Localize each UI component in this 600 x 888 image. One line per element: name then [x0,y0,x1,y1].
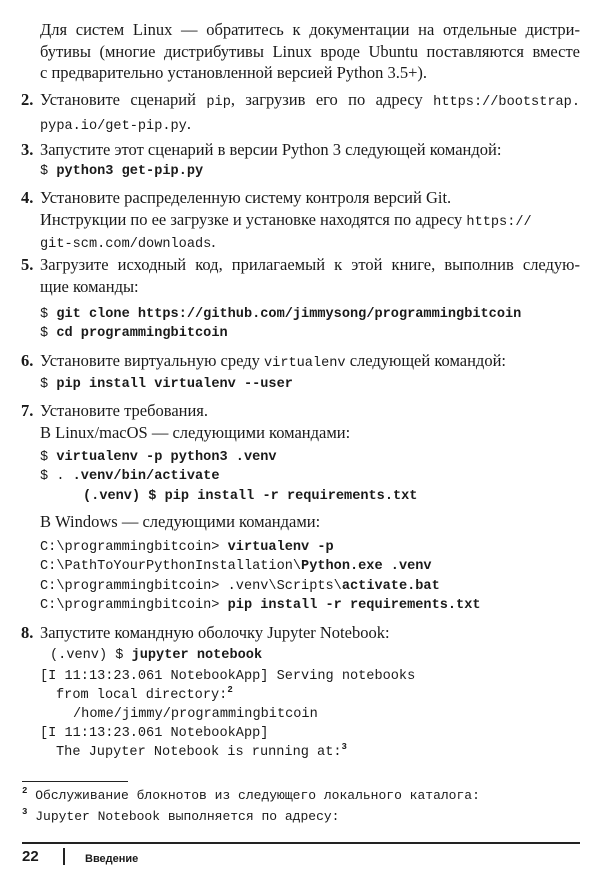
output-line: /home/jimmy/programmingbitcoin [73,707,318,722]
step-text: В Windows — следующими командами: [40,512,321,531]
intro-line: бутивы (многие дистрибутивы Linux вроде Ubuntu поставляются вместе [40,42,580,61]
prompt: C:\programmingbitcoin> [40,598,228,613]
output-line: [I 11:13:23.061 NotebookApp] [40,726,269,741]
prompt: $ [40,307,57,322]
code-line [40,538,334,558]
command: virtualenv -p python3 .venv [56,450,277,465]
footnote-text: Обслуживание блокнотов из следующего локального каталога: [35,788,480,803]
link-git-cont[interactable]: git-scm.com/downloads [40,237,212,252]
text: Инструкции по ее загрузке и установке находятся по адресу [40,210,467,229]
footer-rule [22,842,580,844]
footnote-mark: 2 [22,786,28,796]
step-text: Установите распределенную систему контроля версий Git. [40,188,452,207]
step-number: 4. [21,188,34,207]
text: следующей командой: [345,351,506,370]
code-line [40,375,293,395]
command: python3 get-pip.py [56,164,204,179]
inline-code: virtualenv [264,356,346,371]
code-line [40,596,481,616]
prompt: C:\PathToYourPythonInstallation\ [40,559,302,574]
footnote-ref[interactable]: 2 [227,685,233,695]
command: cd programmingbitcoin [56,326,228,341]
text: from local directory: [56,688,228,703]
code-line [40,448,277,468]
intro-line: с предварительно установленной версией Python 3.5+). [40,63,428,82]
code-line [40,162,203,182]
step-text: Запустите этот сценарий в версии Python 3 следующей командой: [40,140,502,159]
footnote [22,807,339,827]
step-text: Установите требования. [40,401,209,420]
footnote [22,786,480,806]
footnote-divider [22,781,128,782]
step-number: 5. [21,255,34,274]
link-git[interactable]: https:// [466,215,532,230]
command: activate.bat [341,579,440,594]
step-text: щие команды: [40,277,139,296]
text: . [211,232,216,251]
command: git clone https://github.com/jimmysong/programmingbitcoin [56,307,522,322]
prompt: $ [40,377,57,392]
prompt: C:\programmingbitcoin> .venv\Scripts\ [40,579,342,594]
step-number: 8. [21,623,34,642]
footnote-text: Jupyter Notebook выполняется по адресу: [35,809,340,824]
footnote-mark: 3 [22,807,28,817]
code-line [40,557,432,577]
output-line: [I 11:13:23.061 NotebookApp] Serving notebooks [40,669,416,684]
text: , загрузив его по адресу [230,90,434,109]
command: jupyter notebook [131,648,263,663]
step-text [40,113,191,138]
code-line [40,324,228,344]
text: . [186,114,191,133]
command: (.venv) $ pip install -r requirements.txt [83,489,418,504]
footer-separator [63,848,65,865]
text: Установите сценарий [40,90,207,109]
page-number: 22 [22,848,39,865]
command: virtualenv -p [227,540,334,555]
prompt: $ [40,164,57,179]
code-line [40,467,219,487]
code-line [50,646,262,666]
step-text [40,89,580,114]
prompt: $ [40,326,57,341]
step-text [40,231,215,256]
step-text: В Linux/macOS — следующими командами: [40,423,351,442]
prompt: (.venv) $ [50,648,132,663]
link-bootstrap-cont[interactable]: pypa.io/get-pip.py [40,119,187,134]
intro-line: Для систем Linux — обратитесь к документации на отдельные дистри- [40,20,580,39]
code-line [40,577,440,597]
code-line [40,305,521,325]
prompt: C:\programmingbitcoin> [40,540,228,555]
prompt: $ . [40,469,73,484]
prompt: $ [40,450,57,465]
step-number: 7. [21,401,34,420]
step-text: Загрузите исходный код, прилагаемый к этой книге, выполнив следую- [40,255,580,274]
step-number: 3. [21,140,34,159]
output-line [56,686,233,706]
command: pip install -r requirements.txt [227,598,481,613]
command: .venv/bin/activate [72,469,220,484]
step-text: Запустите командную оболочку Jupyter Notebook: [40,623,390,642]
footnote-ref[interactable]: 3 [341,742,347,752]
step-number: 6. [21,351,34,370]
text: The Jupyter Notebook is running at: [56,745,342,760]
link-bootstrap[interactable]: https://bootstrap. [433,95,580,110]
text: Установите виртуальную среду [40,351,265,370]
step-text [40,350,506,375]
inline-code: pip [206,95,231,110]
section-title: Введение [85,853,139,865]
output-line [56,743,347,763]
command: Python.exe .venv [301,559,432,574]
step-number: 2. [21,90,34,109]
command: pip install virtualenv --user [56,377,293,392]
code-line [83,487,417,507]
